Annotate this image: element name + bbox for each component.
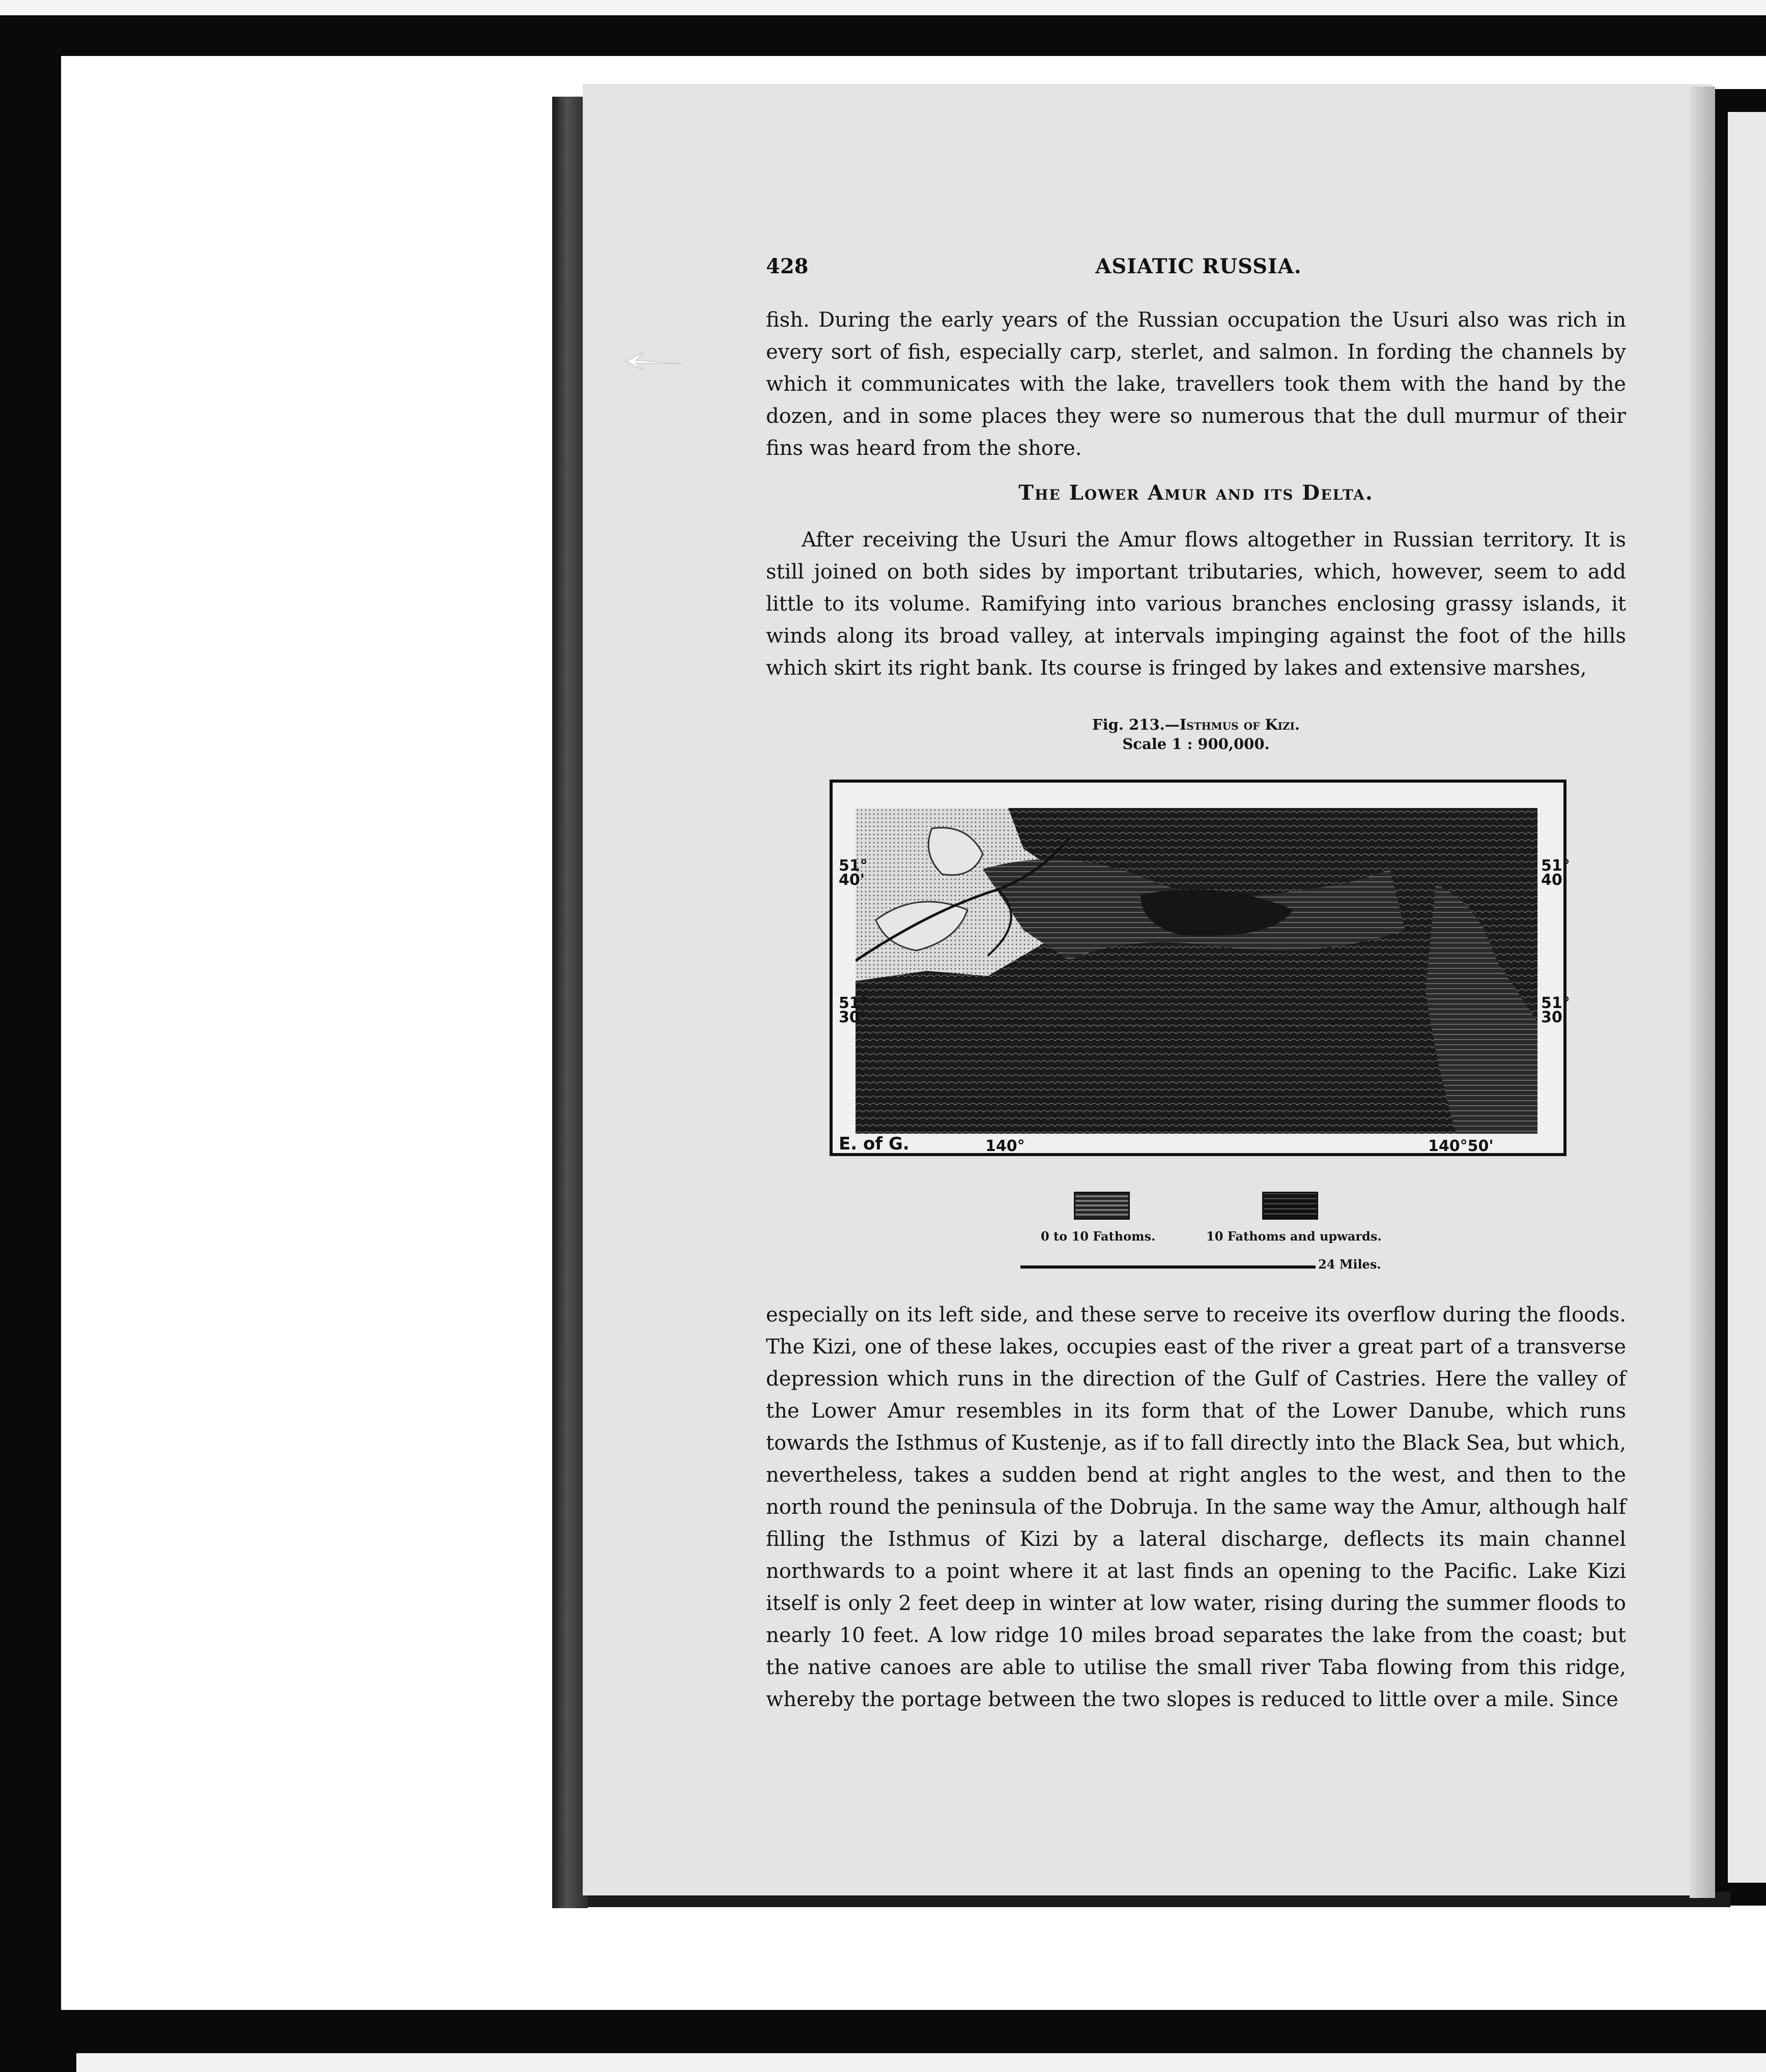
legend-swatch-deep	[1262, 1192, 1318, 1220]
figure-title: Isthmus of Kizi.	[1179, 716, 1300, 733]
meridian-label: E. of G.	[839, 1134, 909, 1154]
latitude-label: 51° 40'	[839, 857, 868, 889]
longitude-label: 140°50'	[1428, 1137, 1494, 1155]
scan-strip-bottom	[76, 2053, 1766, 2072]
legend-label-deep: 10 Fathoms and upwards.	[1206, 1229, 1382, 1244]
paragraph-1	[766, 304, 1626, 465]
map-figure	[830, 780, 1570, 1156]
latitude-label: 51° 30'	[1541, 994, 1570, 1026]
margin-arrow-icon	[623, 346, 685, 377]
figure-scale: Scale 1 : 900,000.	[1122, 735, 1270, 753]
longitude-label: 140°	[985, 1137, 1025, 1155]
paragraph-2	[766, 524, 1626, 684]
section-heading: The Lower Amur and its Delta.	[1018, 481, 1374, 505]
scan-border-left	[0, 56, 61, 2010]
legend-label-shallow: 0 to 10 Fathoms.	[1041, 1229, 1156, 1244]
paragraph-3	[766, 1299, 1626, 1716]
scan-strip-top	[0, 0, 1766, 15]
facing-page-sliver	[1728, 112, 1766, 1883]
latitude-label: 51° 40'	[1541, 857, 1570, 889]
figure-caption	[1018, 715, 1374, 754]
paragraph-text: fish. During the early years of the Russian occupation the Usuri also was rich in every sort of fish, especially carp, sterlet, and salmon. In fording the channels by which it communicates with the lake, travellers took them with the hand by the dozen, and in some places they were so numerous that the dull murmur of their fins was heard from the shore.	[766, 308, 1626, 460]
page-number: 428	[766, 254, 809, 278]
latitude-label: 51° 30'	[839, 994, 868, 1026]
paragraph-text: especially on its left side, and these serve to receive its overflow during the floods. The Kizi, one of these lakes, occupies east of the river a great part of a transverse depression which runs in the direction of the Gulf of Castries. Here the valley of the Lower Amur resembles in its form that of the Lower Danube, which runs towards the Isthmus of Kustenje, as if to fall directly into the Black Sea, but which, nevertheless, takes a sudden bend at right angles to the west, and then to the north round the peninsula of the Dobruja. In the same way the Amur, although half filling the Isthmus of Kizi by a lateral discharge, deflects its main channel northwards to a point where it at last finds an opening to the Pacific. Lake Kizi itself is only 2 feet deep in winter at low water, rising during the summer floods to nearly 10 feet. A low ridge 10 miles broad separates the lake from the coast; but the native canoes are able to utilise the small river Taba flowing from this ridge, whereby the portage between the two slopes is reduced to little over a mile. Since	[766, 1303, 1626, 1711]
map-image	[856, 808, 1537, 1134]
legend-swatch-shallow	[1074, 1192, 1130, 1220]
paragraph-text: After receiving the Usuri the Amur flows altogether in Russian territory. It is still joined on both sides by important tributaries, which, however, seem to add little to its volume. Ramifying into various branches enclosing grassy islands, it winds along its broad valley, at intervals impinging against the foot of the hills which skirt its right bank. Its course is fringed by lakes and extensive marshes,	[766, 528, 1626, 680]
page-title: ASIATIC RUSSIA.	[1095, 254, 1302, 278]
figure-number: Fig. 213.—	[1092, 716, 1180, 733]
page-gutter	[1690, 87, 1715, 1898]
scale-bar	[1020, 1265, 1316, 1269]
scale-bar-label: 24 Miles.	[1318, 1257, 1381, 1272]
running-head	[766, 254, 1631, 285]
